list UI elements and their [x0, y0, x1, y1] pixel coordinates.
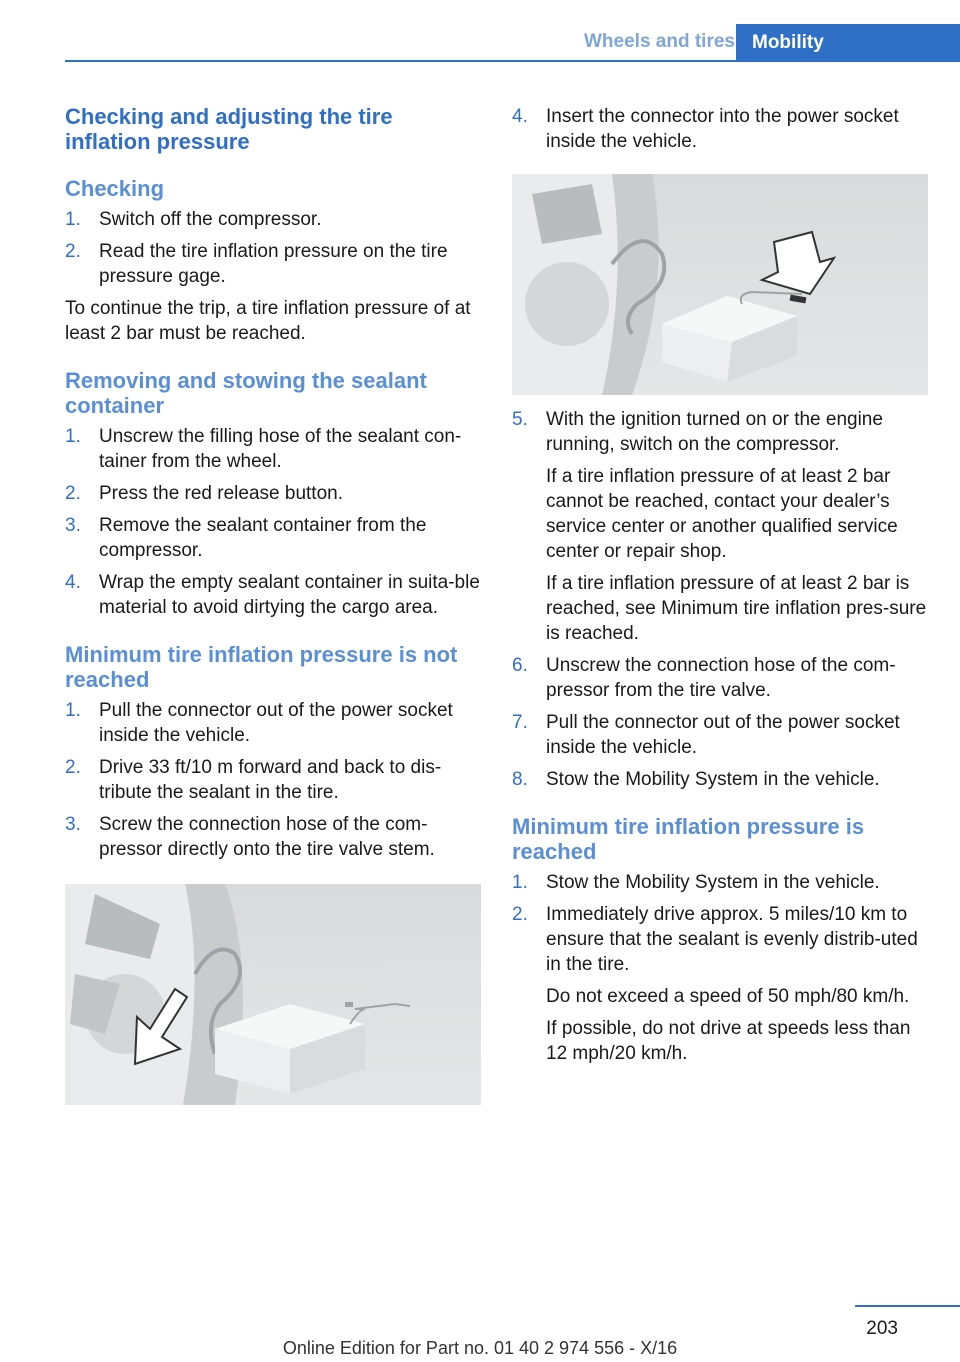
- list-item: 4. Insert the connector into the power socket inside the vehicle.: [512, 106, 899, 152]
- not-reached-steps: [65, 698, 481, 862]
- section-title: Wheels and tires: [584, 31, 735, 52]
- list-item: 6. Unscrew the connection hose of the com‐pressor from the tire valve.: [512, 655, 896, 701]
- heading-reached: Minimum tire inflation pressure is reached: [512, 814, 865, 864]
- left-column: [65, 104, 481, 1105]
- list-item: 1. Stow the Mobility System in the vehicle.: [512, 872, 880, 893]
- heading-checking: Checking: [65, 176, 165, 201]
- heading-not-reached: Minimum tire inflation pressure is not reached: [65, 642, 458, 692]
- reached-steps: [512, 870, 928, 1066]
- continued-steps-a: [512, 104, 928, 154]
- removing-steps: [65, 424, 481, 620]
- compressor-on-valve-illustration: [65, 884, 481, 1105]
- list-item: 2. Read the tire inflation pressure on the tire pressure gage.: [65, 241, 448, 287]
- main-heading: Checking and adjusting the tire inflation pressure: [65, 104, 393, 154]
- power-connector-icon: [512, 174, 928, 395]
- tire-compressor-icon: [65, 884, 481, 1105]
- list-item: 3. Remove the sealant container from the compressor.: [65, 515, 427, 561]
- page-header: [65, 24, 960, 62]
- list-item: 5. With the ignition turned on or the engine running, switch on the compressor. If a tire inflation pressure of at least 2 bar cannot be reached, contact your dealer’s service center or another qualified service center or repair shop. If a tire inflation pressure of at least 2 bar is reached, see Minimum tire inflation pres‐sure is reached.: [512, 409, 927, 644]
- list-item: 8. Stow the Mobility System in the vehicle.: [512, 769, 880, 790]
- list-item: 1. Switch off the compressor.: [65, 209, 322, 230]
- checking-note: To continue the trip, a tire inflation pressure of at least 2 bar must be reached.: [65, 298, 471, 344]
- list-item: 3. Screw the connection hose of the com‐pressor directly onto the tire valve stem.: [65, 814, 435, 860]
- list-item: 1. Unscrew the filling hose of the sealant con‐tainer from the wheel.: [65, 426, 462, 472]
- list-item: 4. Wrap the empty sealant container in suita‐ble material to avoid dirtying the cargo area.: [65, 572, 480, 618]
- heading-removing: Removing and stowing the sealant container: [65, 368, 427, 418]
- footer-rule: [855, 1305, 960, 1307]
- list-item: 2. Immediately drive approx. 5 miles/10 km to ensure that the sealant is evenly distrib‐uted in the tire. Do not exceed a speed of 50 mph/80 km/h. If possible, do not drive at speeds less than 12 mph/20 km/h.: [512, 904, 918, 1064]
- page-number: 203: [866, 1318, 898, 1339]
- edition-note: Online Edition for Part no. 01 40 2 974 556 - X/16: [282, 1338, 678, 1358]
- list-item: 2. Drive 33 ft/10 m forward and back to dis‐tribute the sealant in the tire.: [65, 757, 442, 803]
- checking-steps: [65, 207, 481, 289]
- list-item: 2. Press the red release button.: [65, 483, 343, 504]
- right-column: [512, 104, 928, 1073]
- continued-steps-b: [512, 407, 928, 792]
- list-item: 7. Pull the connector out of the power socket inside the vehicle.: [512, 712, 900, 758]
- chapter-tab: Mobility: [736, 24, 960, 62]
- connector-power-socket-illustration: [512, 174, 928, 395]
- header-rule: [65, 60, 960, 62]
- list-item: 1. Pull the connector out of the power socket inside the vehicle.: [65, 700, 453, 746]
